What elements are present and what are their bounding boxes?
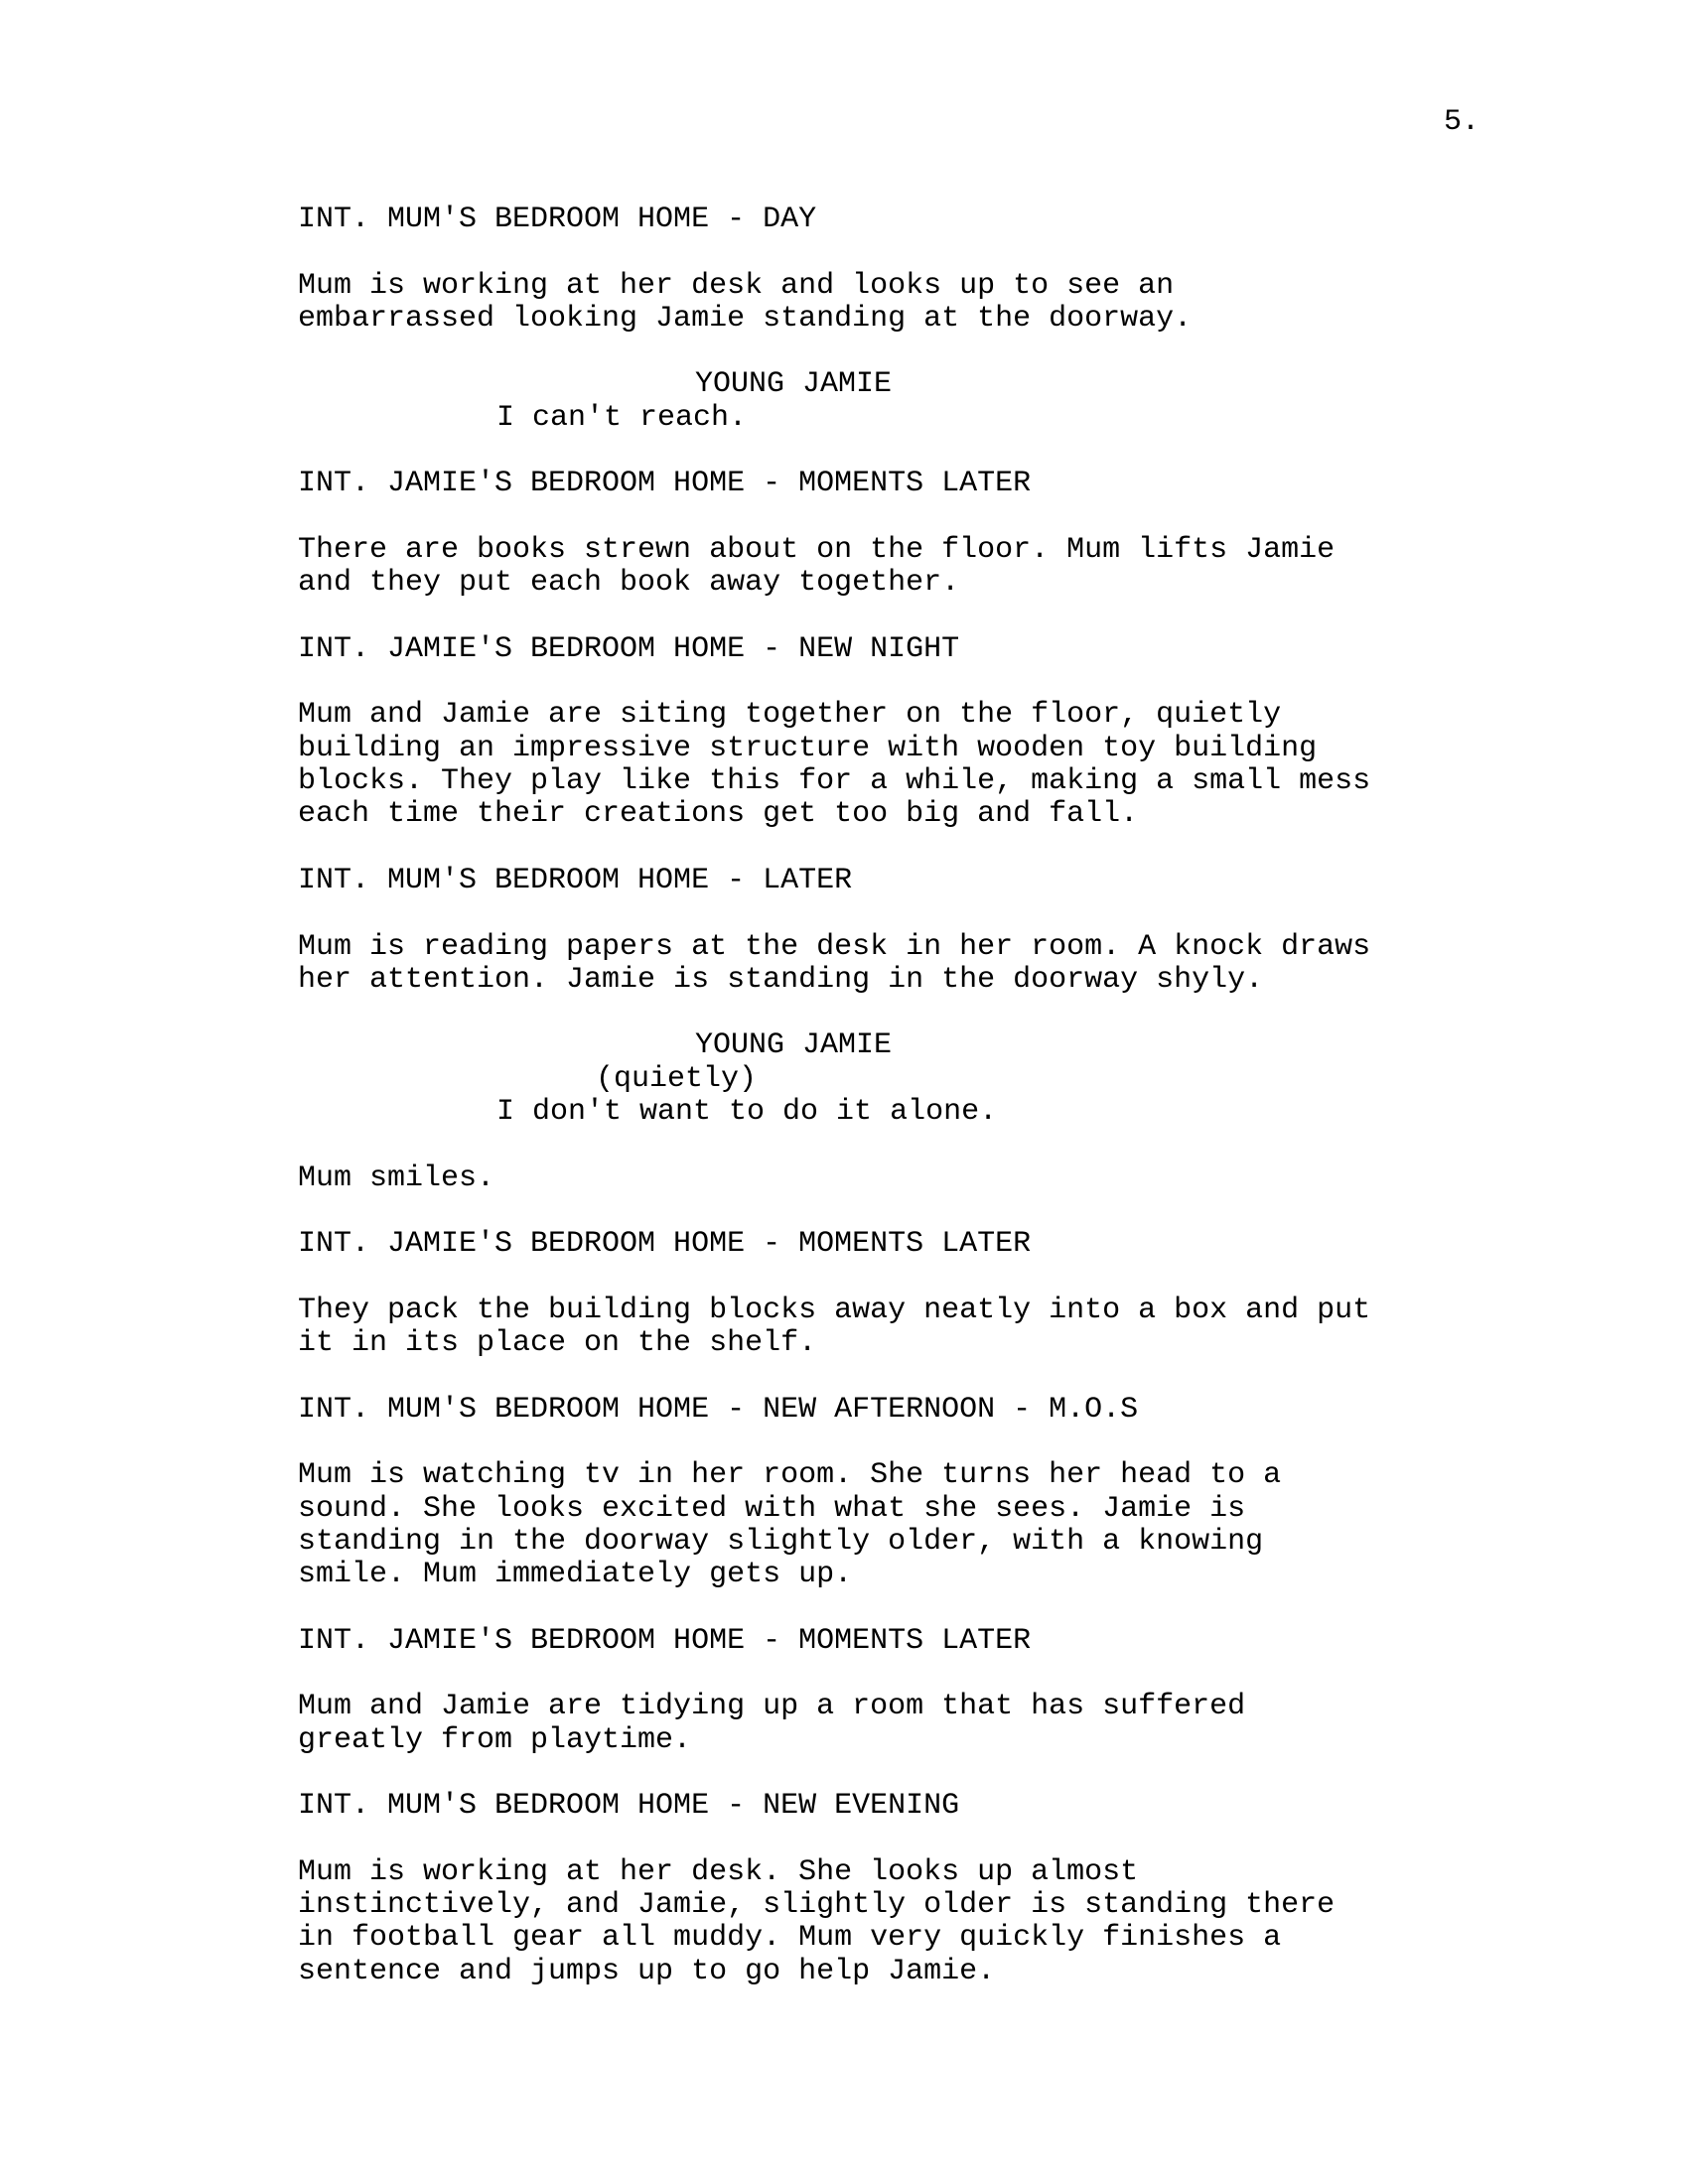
scene-heading: INT. JAMIE'S BEDROOM HOME - MOMENTS LATER <box>298 1623 1032 1658</box>
action-text: Mum is working at her desk. She looks up almost instinctively, and Jamie, slightly older is standing there in football gear all muddy. Mum very quickly finishes a sentence and jumps up to go help Jamie. <box>298 1854 1336 1988</box>
character-name: YOUNG JAMIE <box>695 1028 893 1063</box>
scene-heading: INT. MUM'S BEDROOM HOME - NEW EVENING <box>298 1789 960 1824</box>
action-text: Mum is reading papers at the desk in her room. A knock draws her attention. Jamie is standing in the doorway shyly. <box>298 929 1371 997</box>
scene-heading: INT. MUM'S BEDROOM HOME - DAY <box>298 203 817 236</box>
scene-heading: INT. MUM'S BEDROOM HOME - NEW AFTERNOON - M.O.S <box>298 1392 1139 1427</box>
action-text: There are books strewn about on the floor. Mum lifts Jamie and they put each book away together. <box>298 532 1336 601</box>
action-text: Mum and Jamie are tidying up a room that has suffered greatly from playtime. <box>298 1690 1246 1757</box>
dialogue-line: I can't reach. <box>496 400 748 435</box>
script-body <box>298 204 1509 2021</box>
dialogue-line: I don't want to do it alone. <box>496 1095 998 1130</box>
scene-heading: INT. JAMIE'S BEDROOM HOME - MOMENTS LATER <box>298 467 1032 501</box>
action-text: They pack the building blocks away neatly into a box and put it in its place on the shelf. <box>298 1293 1371 1361</box>
page-number: 5. <box>1443 105 1479 139</box>
scene-heading: INT. MUM'S BEDROOM HOME - LATER <box>298 863 853 897</box>
dialogue-block <box>298 368 1509 435</box>
character-name: YOUNG JAMIE <box>695 367 893 402</box>
scene-heading: INT. JAMIE'S BEDROOM HOME - MOMENTS LATER <box>298 1227 1032 1262</box>
action-text: Mum is working at her desk and looks up to see an embarrassed looking Jamie standing at the doorway. <box>298 268 1193 336</box>
action-text: Mum is watching tv in her room. She turns her head to a sound. She looks excited with what she sees. Jamie is standing in the doorway slightly older, with a knowing smile. Mum immediately gets up. <box>298 1458 1282 1592</box>
dialogue-block <box>298 1029 1509 1129</box>
parenthetical: (quietly) <box>596 1061 758 1096</box>
action-text: Mum and Jamie are siting together on the floor, quietly building an impressive structure with wooden toy building blocks. They play like this for a while, making a small mess each time their creations get too big and fall. <box>298 698 1371 832</box>
action-text: Mum smiles. <box>298 1160 495 1195</box>
scene-heading: INT. JAMIE'S BEDROOM HOME - NEW NIGHT <box>298 631 960 666</box>
